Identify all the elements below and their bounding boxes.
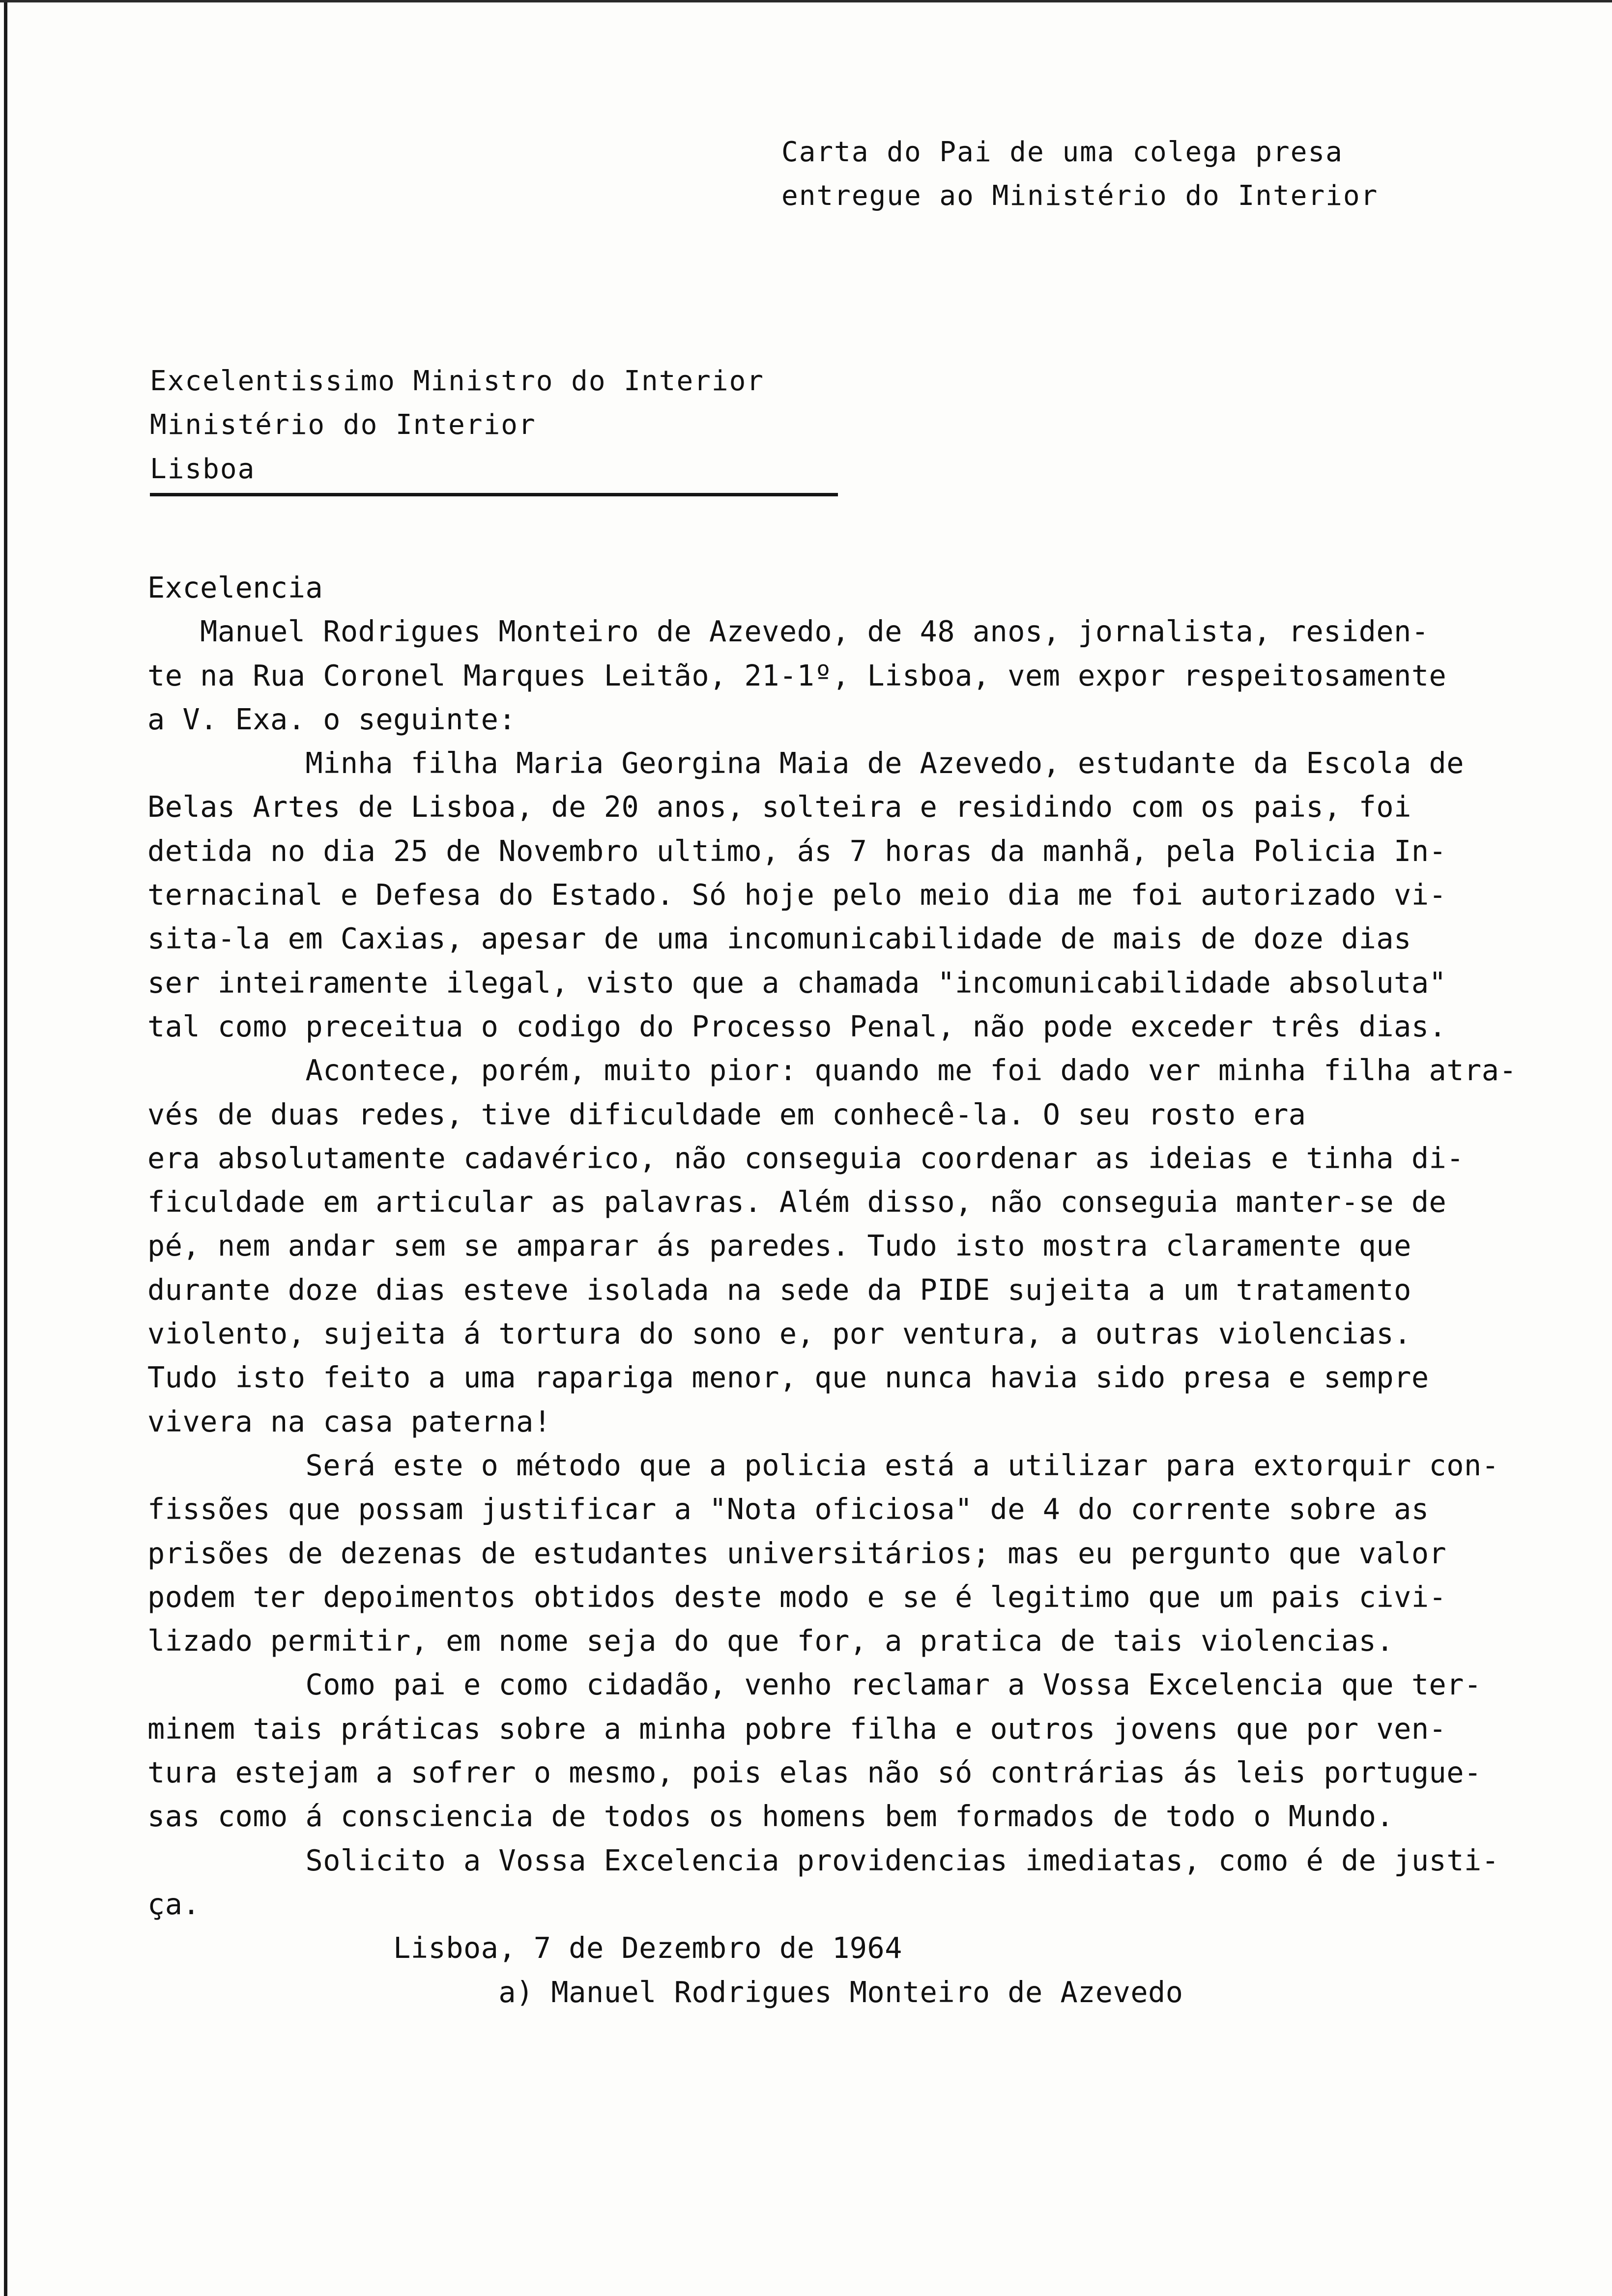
signature-line: a) Manuel Rodrigues Monteiro de Azevedo [147, 1975, 1183, 2009]
body-line: Acontece, porém, muito pior: quando me foi dado ver minha filha atra- [147, 1054, 1517, 1088]
body-line: lizado permitir, em nome seja do que for, a pratica de tais violencias. [147, 1624, 1394, 1658]
body-line: fissões que possam justificar a "Nota oficiosa" de 4 do corrente sobre as [147, 1492, 1429, 1526]
body-line: Será este o método que a policia está a utilizar para extorquir con- [147, 1448, 1499, 1482]
body-line: ternacinal e Defesa do Estado. Só hoje pelo meio dia me foi autorizado vi- [147, 878, 1447, 912]
body-line: ser inteiramente ilegal, visto que a chamada "incomunicabilidade absoluta" [147, 966, 1447, 1000]
document-note [781, 129, 1378, 217]
salutation: Excelencia [147, 571, 323, 604]
body-line: Tudo isto feito a uma rapariga menor, que nunca havia sido presa e sempre [147, 1361, 1429, 1395]
letter-body [147, 566, 1592, 2014]
body-line: Belas Artes de Lisboa, de 20 anos, solteira e residindo com os pais, foi [147, 790, 1411, 824]
body-line: prisões de dezenas de estudantes universitários; mas eu pergunto que valor [147, 1536, 1447, 1570]
body-line: violento, sujeita á tortura do sono e, por ventura, a outras violencias. [147, 1317, 1411, 1351]
scan-edge-top [0, 0, 1612, 2]
addressee-underline [150, 493, 838, 496]
body-line: Solicito a Vossa Excelencia providencias imediatas, como é de justi- [147, 1843, 1499, 1877]
addressee-block [150, 358, 764, 489]
body-line: tal como preceitua o codigo do Processo Penal, não pode exceder três dias. [147, 1009, 1447, 1043]
body-line: a V. Exa. o seguinte: [147, 702, 517, 736]
body-line: sas como á consciencia de todos os homens bem formados de todo o Mundo. [147, 1800, 1394, 1834]
body-line: detida no dia 25 de Novembro ultimo, ás 7 horas da manhã, pela Policia In- [147, 834, 1447, 868]
body-line: sita-la em Caxias, apesar de uma incomunicabilidade de mais de doze dias [147, 922, 1411, 956]
addressee-line: Excelentissimo Ministro do Interior [150, 365, 765, 397]
body-line: vivera na casa paterna! [147, 1405, 551, 1438]
body-line: era absolutamente cadavérico, não conseguia coordenar as ideias e tinha di- [147, 1141, 1464, 1175]
body-line: ça. [147, 1887, 201, 1921]
body-line: Como pai e como cidadão, venho reclamar a Vossa Excelencia que ter- [147, 1668, 1482, 1702]
body-line: ficuldade em articular as palavras. Além disso, não conseguia manter-se de [147, 1185, 1447, 1219]
scan-edge-left [4, 0, 7, 2296]
body-line: pé, nem andar sem se amparar ás paredes. Tudo isto mostra claramente que [147, 1229, 1411, 1263]
addressee-line: Ministério do Interior [150, 409, 536, 441]
body-line: vés de duas redes, tive dificuldade em conhecê-la. O seu rosto era [147, 1097, 1306, 1131]
addressee-line: Lisboa [150, 453, 256, 485]
note-line: entregue ao Ministério do Interior [781, 180, 1379, 212]
note-line: Carta do Pai de uma colega presa [781, 136, 1343, 168]
body-line: durante doze dias esteve isolada na sede da PIDE sujeita a um tratamento [147, 1273, 1411, 1307]
body-line: Minha filha Maria Georgina Maia de Azevedo, estudante da Escola de [147, 746, 1464, 780]
body-line: tura estejam a sofrer o mesmo, pois elas não só contrárias ás leis portugue- [147, 1756, 1482, 1790]
body-line: Manuel Rodrigues Monteiro de Azevedo, de 48 anos, jornalista, residen- [147, 615, 1429, 649]
date-line: Lisboa, 7 de Dezembro de 1964 [147, 1931, 902, 1965]
body-line: minem tais práticas sobre a minha pobre filha e outros jovens que por ven- [147, 1712, 1447, 1746]
body-line: te na Rua Coronel Marques Leitão, 21-1º, Lisboa, vem expor respeitosamente [147, 659, 1447, 692]
body-line: podem ter depoimentos obtidos deste modo e se é legitimo que um pais civi- [147, 1580, 1447, 1614]
